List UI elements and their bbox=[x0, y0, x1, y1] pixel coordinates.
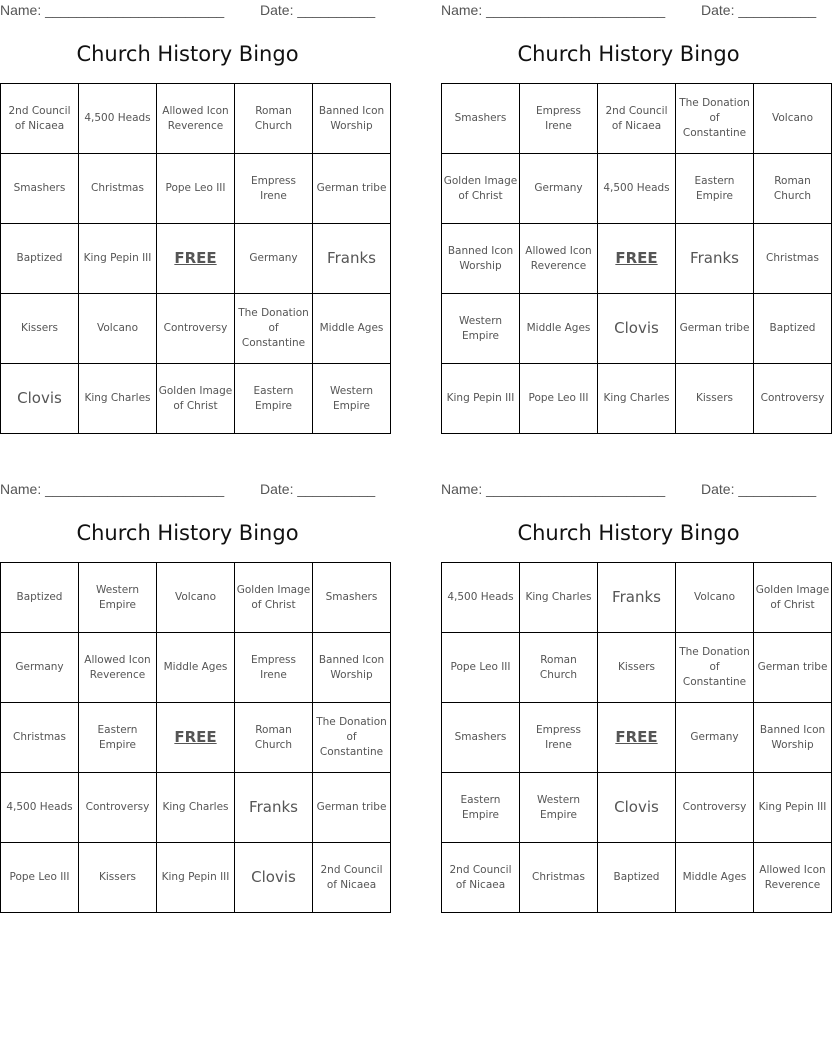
bingo-row bbox=[1, 563, 391, 633]
bingo-cell[interactable]: Germany bbox=[235, 224, 313, 294]
bingo-row bbox=[442, 563, 832, 633]
bingo-cell[interactable]: King Pepin III bbox=[157, 843, 235, 913]
bingo-cell[interactable]: Kissers bbox=[676, 364, 754, 434]
bingo-cell[interactable]: Controversy bbox=[676, 773, 754, 843]
bingo-cell[interactable]: The Donation of Constantine bbox=[313, 703, 391, 773]
bingo-grid bbox=[0, 562, 391, 913]
bingo-row bbox=[442, 633, 832, 703]
bingo-cell[interactable]: The Donation of Constantine bbox=[676, 633, 754, 703]
bingo-cell[interactable]: Controversy bbox=[157, 294, 235, 364]
bingo-cell[interactable]: Eastern Empire bbox=[676, 154, 754, 224]
bingo-cell[interactable]: Baptized bbox=[598, 843, 676, 913]
date-field[interactable]: Date: __________ bbox=[701, 2, 817, 18]
name-field[interactable]: Name: _______________________ bbox=[441, 2, 666, 18]
bingo-cell[interactable]: Baptized bbox=[754, 294, 832, 364]
bingo-grid bbox=[441, 562, 832, 913]
bingo-cell[interactable]: Roman Church bbox=[754, 154, 832, 224]
bingo-cell[interactable]: King Charles bbox=[520, 563, 598, 633]
bingo-cell[interactable]: Baptized bbox=[1, 224, 79, 294]
bingo-cell[interactable]: Banned Icon Worship bbox=[754, 703, 832, 773]
date-field[interactable]: Date: __________ bbox=[260, 481, 376, 497]
bingo-row bbox=[442, 703, 832, 773]
bingo-cell[interactable]: The Donation of Constantine bbox=[676, 84, 754, 154]
bingo-cell[interactable]: Pope Leo III bbox=[1, 843, 79, 913]
card-title: Church History Bingo bbox=[76, 42, 299, 66]
bingo-cell[interactable]: Empress Irene bbox=[520, 84, 598, 154]
bingo-cell[interactable]: Golden Image of Christ bbox=[157, 364, 235, 434]
bingo-cell[interactable]: Middle Ages bbox=[313, 294, 391, 364]
bingo-row bbox=[1, 843, 391, 913]
bingo-cell[interactable]: King Pepin III bbox=[442, 364, 520, 434]
bingo-cell[interactable]: Franks bbox=[313, 224, 391, 294]
bingo-cell[interactable]: King Charles bbox=[79, 364, 157, 434]
bingo-cell[interactable]: Volcano bbox=[754, 84, 832, 154]
bingo-cell[interactable]: Pope Leo III bbox=[157, 154, 235, 224]
bingo-cell[interactable]: German tribe bbox=[313, 154, 391, 224]
bingo-cell[interactable]: 2nd Council of Nicaea bbox=[1, 84, 79, 154]
bingo-grid bbox=[441, 83, 832, 434]
bingo-cell[interactable]: Roman Church bbox=[520, 633, 598, 703]
bingo-row bbox=[442, 224, 832, 294]
bingo-cell[interactable]: Christmas bbox=[79, 154, 157, 224]
bingo-cell[interactable]: Western Empire bbox=[79, 563, 157, 633]
bingo-row bbox=[1, 773, 391, 843]
bingo-cell[interactable]: Empress Irene bbox=[235, 633, 313, 703]
bingo-cell[interactable]: Golden Image of Christ bbox=[754, 563, 832, 633]
bingo-cell[interactable]: Empress Irene bbox=[520, 703, 598, 773]
bingo-cell[interactable]: Kissers bbox=[598, 633, 676, 703]
bingo-cell[interactable]: Pope Leo III bbox=[520, 364, 598, 434]
bingo-row bbox=[442, 773, 832, 843]
free-space-cell[interactable]: FREE bbox=[157, 224, 235, 294]
bingo-row bbox=[442, 84, 832, 154]
bingo-cell[interactable]: Allowed Icon Reverence bbox=[754, 843, 832, 913]
bingo-row bbox=[1, 84, 391, 154]
bingo-cell[interactable]: Controversy bbox=[754, 364, 832, 434]
bingo-cell[interactable]: Volcano bbox=[79, 294, 157, 364]
bingo-cell[interactable]: Smashers bbox=[1, 154, 79, 224]
bingo-cell[interactable]: Golden Image of Christ bbox=[235, 563, 313, 633]
bingo-cell[interactable]: 4,500 Heads bbox=[1, 773, 79, 843]
bingo-grid bbox=[0, 83, 391, 434]
bingo-cell[interactable]: King Pepin III bbox=[754, 773, 832, 843]
bingo-cell[interactable]: Roman Church bbox=[235, 703, 313, 773]
bingo-cell[interactable]: German tribe bbox=[313, 773, 391, 843]
bingo-cell[interactable]: King Charles bbox=[157, 773, 235, 843]
name-field[interactable]: Name: _______________________ bbox=[0, 481, 225, 497]
bingo-cell[interactable]: The Donation of Constantine bbox=[235, 294, 313, 364]
bingo-cell[interactable]: Controversy bbox=[79, 773, 157, 843]
bingo-cell[interactable]: Roman Church bbox=[235, 84, 313, 154]
bingo-cell[interactable]: Volcano bbox=[157, 563, 235, 633]
bingo-cell[interactable]: Allowed Icon Reverence bbox=[157, 84, 235, 154]
bingo-row bbox=[442, 294, 832, 364]
bingo-cell[interactable]: Banned Icon Worship bbox=[313, 633, 391, 703]
bingo-row bbox=[442, 364, 832, 434]
bingo-cell[interactable]: Clovis bbox=[1, 364, 79, 434]
card-title: Church History Bingo bbox=[517, 42, 740, 66]
bingo-cell[interactable]: Germany bbox=[676, 703, 754, 773]
bingo-cell[interactable]: King Pepin III bbox=[79, 224, 157, 294]
bingo-row bbox=[1, 294, 391, 364]
bingo-cell[interactable]: Empress Irene bbox=[235, 154, 313, 224]
bingo-cell[interactable]: Christmas bbox=[754, 224, 832, 294]
bingo-cell[interactable]: Smashers bbox=[442, 84, 520, 154]
bingo-cell[interactable]: Clovis bbox=[235, 843, 313, 913]
free-space-cell[interactable]: FREE bbox=[157, 703, 235, 773]
bingo-cell[interactable]: Kissers bbox=[79, 843, 157, 913]
bingo-cell[interactable]: Eastern Empire bbox=[79, 703, 157, 773]
bingo-cell[interactable]: Clovis bbox=[598, 773, 676, 843]
bingo-row bbox=[1, 224, 391, 294]
bingo-cell[interactable]: 4,500 Heads bbox=[598, 154, 676, 224]
bingo-cell[interactable]: German tribe bbox=[676, 294, 754, 364]
bingo-cell[interactable]: Allowed Icon Reverence bbox=[520, 224, 598, 294]
bingo-cell[interactable]: Eastern Empire bbox=[235, 364, 313, 434]
bingo-cell[interactable]: Western Empire bbox=[313, 364, 391, 434]
name-field[interactable]: Name: _______________________ bbox=[0, 2, 225, 18]
bingo-cell[interactable]: 4,500 Heads bbox=[79, 84, 157, 154]
bingo-cell[interactable]: Golden Image of Christ bbox=[442, 154, 520, 224]
date-field[interactable]: Date: __________ bbox=[260, 2, 376, 18]
bingo-cell[interactable]: Eastern Empire bbox=[442, 773, 520, 843]
bingo-cell[interactable]: Franks bbox=[676, 224, 754, 294]
bingo-cell[interactable]: Volcano bbox=[676, 563, 754, 633]
bingo-cell[interactable]: King Charles bbox=[598, 364, 676, 434]
bingo-cell[interactable]: 2nd Council of Nicaea bbox=[598, 84, 676, 154]
bingo-cell[interactable]: Franks bbox=[235, 773, 313, 843]
bingo-row bbox=[1, 633, 391, 703]
bingo-cell[interactable]: Christmas bbox=[1, 703, 79, 773]
name-field[interactable]: Name: _______________________ bbox=[441, 481, 666, 497]
bingo-cell[interactable]: Allowed Icon Reverence bbox=[79, 633, 157, 703]
bingo-cell[interactable]: Banned Icon Worship bbox=[442, 224, 520, 294]
date-field[interactable]: Date: __________ bbox=[701, 481, 817, 497]
bingo-row bbox=[442, 843, 832, 913]
bingo-cell[interactable]: Germany bbox=[1, 633, 79, 703]
bingo-cell[interactable]: Smashers bbox=[313, 563, 391, 633]
bingo-cell[interactable]: Western Empire bbox=[520, 773, 598, 843]
bingo-cell[interactable]: Franks bbox=[598, 563, 676, 633]
bingo-cell[interactable]: Smashers bbox=[442, 703, 520, 773]
bingo-cell[interactable]: Clovis bbox=[598, 294, 676, 364]
bingo-cell[interactable]: Kissers bbox=[1, 294, 79, 364]
bingo-cell[interactable]: Western Empire bbox=[442, 294, 520, 364]
bingo-row bbox=[1, 364, 391, 434]
bingo-row bbox=[1, 703, 391, 773]
bingo-cell[interactable]: Pope Leo III bbox=[442, 633, 520, 703]
bingo-cell[interactable]: 4,500 Heads bbox=[442, 563, 520, 633]
bingo-cell[interactable]: Christmas bbox=[520, 843, 598, 913]
bingo-cell[interactable]: 2nd Council of Nicaea bbox=[313, 843, 391, 913]
card-title: Church History Bingo bbox=[517, 521, 740, 545]
bingo-cell[interactable]: Germany bbox=[520, 154, 598, 224]
bingo-row bbox=[442, 154, 832, 224]
card-title: Church History Bingo bbox=[76, 521, 299, 545]
bingo-row bbox=[1, 154, 391, 224]
bingo-cell[interactable]: Middle Ages bbox=[520, 294, 598, 364]
bingo-cell[interactable]: Middle Ages bbox=[157, 633, 235, 703]
bingo-cell[interactable]: Middle Ages bbox=[676, 843, 754, 913]
bingo-cell[interactable]: Banned Icon Worship bbox=[313, 84, 391, 154]
free-space-cell[interactable]: FREE bbox=[598, 703, 676, 773]
bingo-cell[interactable]: Baptized bbox=[1, 563, 79, 633]
free-space-cell[interactable]: FREE bbox=[598, 224, 676, 294]
bingo-cell[interactable]: German tribe bbox=[754, 633, 832, 703]
bingo-cell[interactable]: 2nd Council of Nicaea bbox=[442, 843, 520, 913]
